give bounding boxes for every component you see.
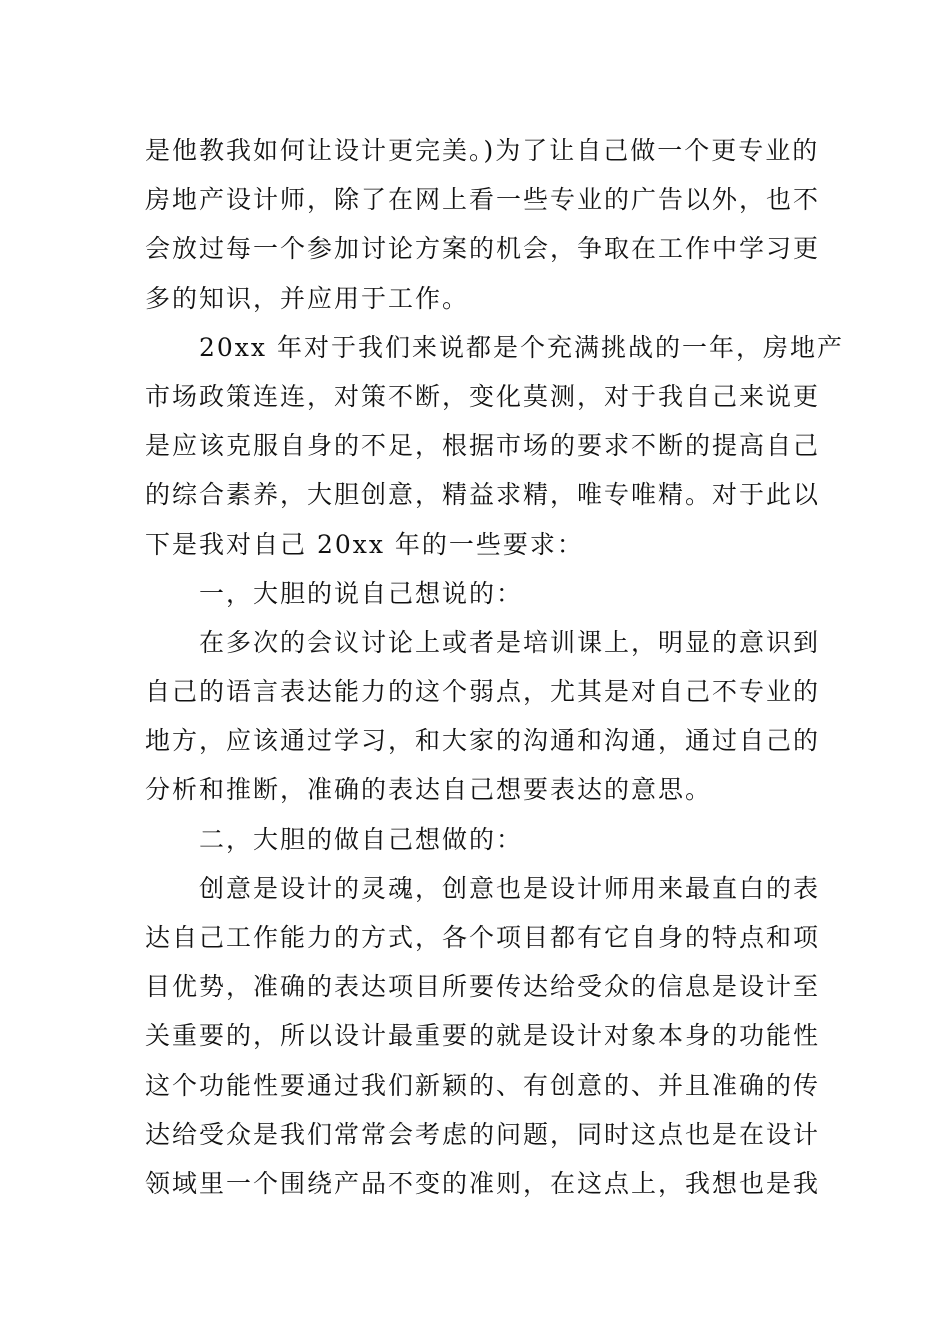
text-line: 关重要的，所以设计最重要的就是设计对象本身的功能性 xyxy=(145,1021,821,1051)
text-line: 领域里一个围绕产品不变的准则，在这点上，我想也是我 xyxy=(145,1168,821,1198)
text-line: 二，大胆的做自己想做的： xyxy=(199,824,524,854)
text-line: 房地产设计师，除了在网上看一些专业的广告以外，也不 xyxy=(145,185,821,215)
document-body xyxy=(145,126,844,1208)
text-line: 多的知识，并应用于工作。 xyxy=(145,283,470,313)
text-line: 20xx 年对于我们来说都是个充满挑战的一年，房地产 xyxy=(199,332,844,362)
text-line: 会放过每一个参加讨论方案的机会，争取在工作中学习更 xyxy=(145,234,821,264)
text-line: 分析和推断，准确的表达自己想要表达的意思。 xyxy=(145,775,713,805)
text-line: 市场政策连连，对策不断，变化莫测，对于我自己来说更 xyxy=(145,381,821,411)
text-line: 下是我对自己 20xx 年的一些要求： xyxy=(145,529,584,559)
text-line: 一，大胆的说自己想说的： xyxy=(199,578,524,608)
text-line: 自己的语言表达能力的这个弱点，尤其是对自己不专业的 xyxy=(145,677,821,707)
text-line: 是他教我如何让设计更完美。)为了让自己做一个更专业的 xyxy=(145,136,820,165)
text-line: 在多次的会议讨论上或者是培训课上，明显的意识到 xyxy=(199,627,821,657)
text-line: 的综合素养，大胆创意，精益求精，唯专唯精。对于此以 xyxy=(145,480,821,510)
text-line: 地方，应该通过学习，和大家的沟通和沟通，通过自己的 xyxy=(145,726,821,756)
text-line: 这个功能性要通过我们新颖的、有创意的、并且准确的传 xyxy=(145,1070,821,1100)
text-line: 达给受众是我们常常会考虑的问题，同时这点也是在设计 xyxy=(145,1119,821,1149)
text-line: 达自己工作能力的方式，各个项目都有它自身的特点和项 xyxy=(145,923,821,952)
text-line: 创意是设计的灵魂，创意也是设计师用来最直白的表 xyxy=(199,873,821,903)
text-line: 目优势，准确的表达项目所要传达给受众的信息是设计至 xyxy=(145,972,821,1002)
text-line: 是应该克服自身的不足，根据市场的要求不断的提高自己 xyxy=(145,431,821,461)
